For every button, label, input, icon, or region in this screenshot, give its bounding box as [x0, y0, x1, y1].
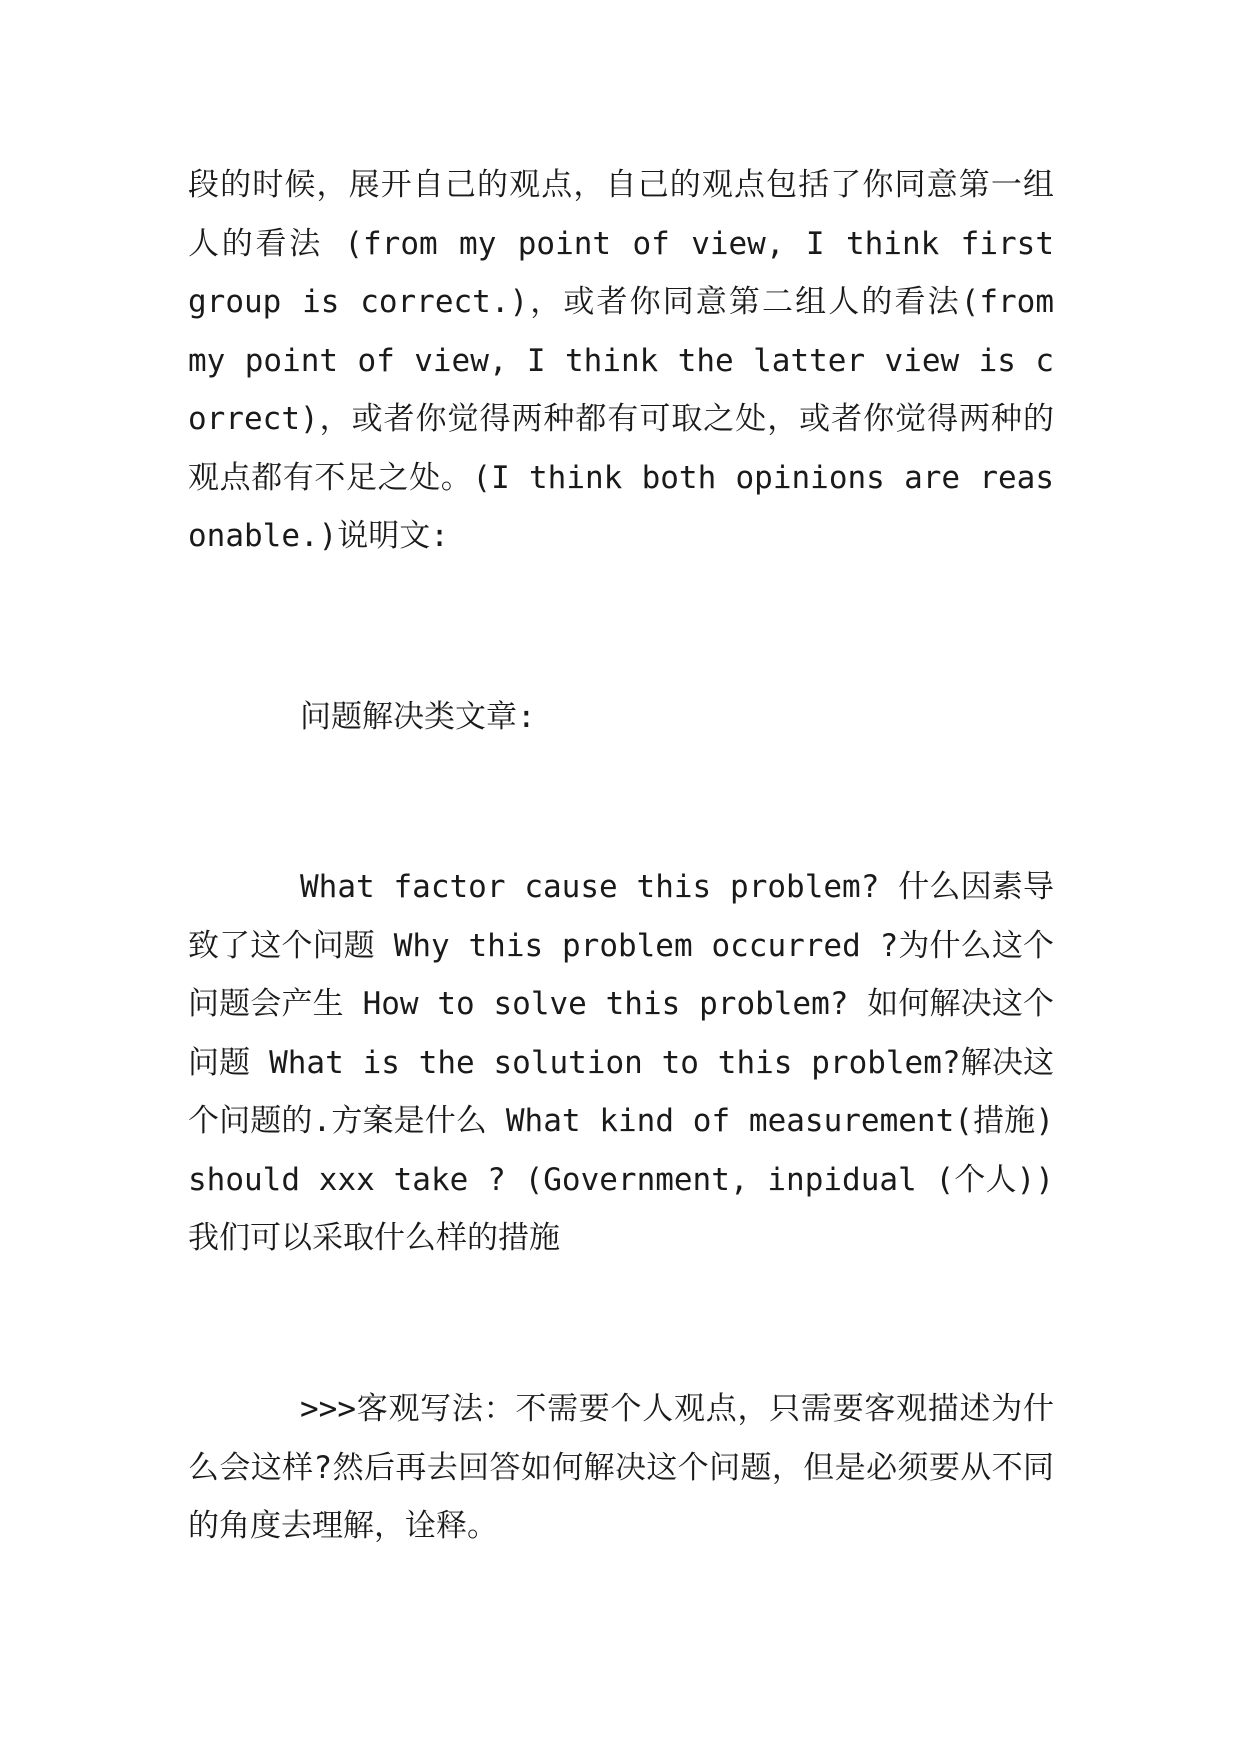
paragraph-question-list: What factor cause this problem? 什么因素导致了这个问题 Why this problem occurred ?为什么这个问题会产生 How to solve this problem? 如何解决这个问题 What is the solution to this problem?解决这个问题的.方案是什么 What kind of measurement(措施) should xxx take ? (Government, inpidual (个人))我们可以采取什么样的措施 [188, 869, 1054, 1256]
paragraph-objective-method: >>>客观写法：不需要个人观点，只需要客观描述为什么会这样?然后再去回答如何解决这个问题，但是必须要从不同的角度去理解，诠释。 [188, 1391, 1054, 1544]
section-heading-problem-solution: 问题解决类文章: [300, 699, 536, 735]
paragraph-intro-continuation: 段的时候，展开自己的观点，自己的观点包括了你同意第一组人的看法 (from my point of view, I think first group is correct.)，或者你同意第二组人的看法(from my point of view, I think the latter view is correct)，或者你觉得两种都有可取之处，或者你觉得两种的观点都有不足之处。(I think both opinions are reasonable.)说明文: [188, 167, 1054, 554]
